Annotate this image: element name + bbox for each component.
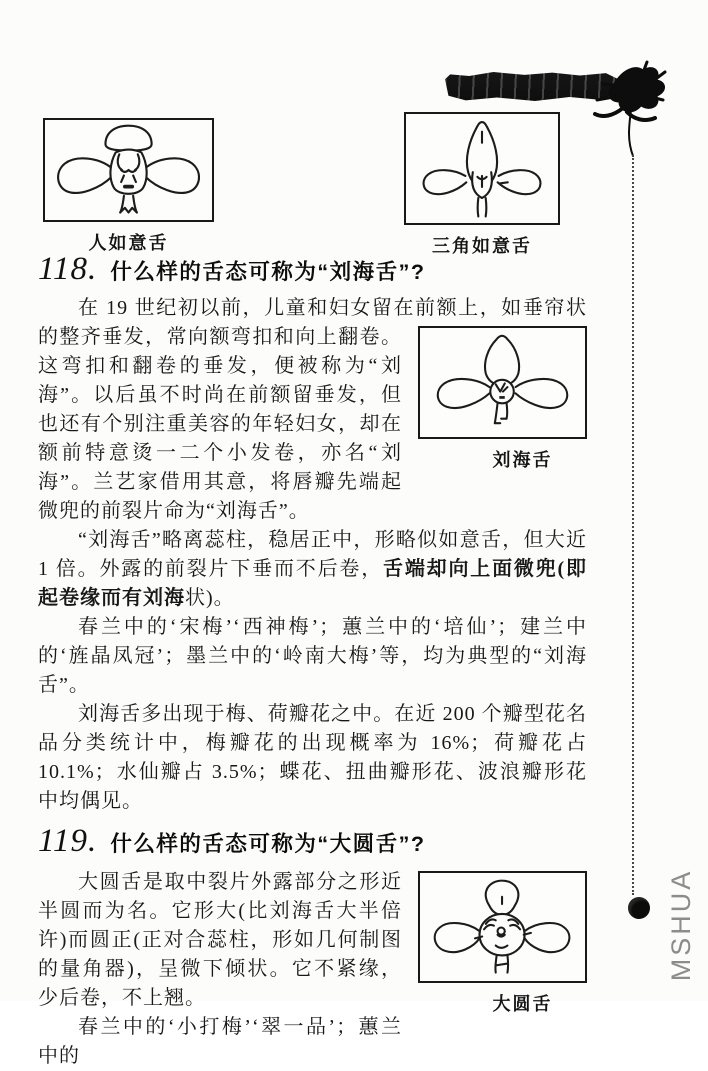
section-number: 118. [38, 251, 98, 287]
orchid-lip-drawing [424, 332, 581, 434]
paragraph-118-3: 春兰中的‘宋梅’‘西神梅’；蕙兰中的‘培仙’；建兰中的‘旌晶凤冠’；墨兰中的‘岭南大梅’等，均为典型的“刘海舌”。 [38, 616, 587, 696]
paragraph-119-2: 春兰中的‘小打梅’‘翠一品’；蕙兰中的 [38, 1016, 402, 1067]
paragraph-119-1 [38, 868, 587, 1013]
figure-caption: 人如意舌 [88, 233, 169, 253]
orchid-lip-drawing [424, 877, 581, 978]
section-number: 119. [38, 823, 98, 859]
figure-caption: 刘海舌 [492, 450, 553, 470]
figure-sanjiao-ruyi-she [404, 112, 560, 258]
orchid-lip-drawing [409, 117, 555, 221]
paragraph-text: 在 19 世纪初以前，儿童和妇女留在前额上，如垂帘状的整齐垂 [38, 297, 587, 348]
paragraph-text: 大圆舌是取中裂片外露部分之形近半圆而为名。它形大(比刘海舌大半倍许)而圆正(正对合蕊柱，形如几何制图的量角器)，呈微下倾状。它不紧缘，少后卷，不上翘。 [38, 871, 402, 1009]
paragraph-text: 发，常向额弯扣和向上翻卷。这弯扣和翻卷的垂发，便被称为“刘海”。以后虽不时尚在前额留垂发，但也还有个别注重美容的年轻妇女，却在额前特意烫一二个小发卷，亦名“刘海”。兰艺家借用其意，将唇瓣先端起微兜的前裂片命为“刘海舌”。 [38, 326, 402, 522]
orchid-sprig-icon [583, 56, 668, 161]
text-column [38, 252, 587, 1071]
watermark [666, 860, 696, 990]
page-number-dot [628, 897, 650, 919]
paragraph-118-2 [38, 526, 587, 613]
paragraph-118-4: 刘海舌多出现于梅、荷瓣花之中。在近 200 个瓣型花名品分类统计中，梅瓣花的出现概率为 16%；荷瓣花占 10.1%；水仙瓣占 3.5%；蝶花、扭曲瓣形花、波浪瓣形花中均偶见。 [38, 703, 587, 812]
figure-frame [43, 118, 214, 222]
figure-frame [418, 871, 587, 983]
emphasized-text: 舌端却向上面微兜(即起卷缘而有刘海 [38, 558, 587, 609]
figure-caption: 三角如意舌 [432, 236, 532, 256]
figure-caption: 大圆舌 [492, 994, 553, 1014]
paragraph-text: 状)。 [185, 587, 235, 609]
figure-ren-ruyi-she [43, 118, 214, 255]
section-118-heading [38, 252, 587, 287]
section-title: 什么样的舌态可称为“刘海舌”? [110, 260, 426, 284]
figure-frame [418, 326, 587, 439]
watermark-text: MSHUA [665, 868, 696, 982]
paragraph-118-1 [38, 294, 587, 526]
figure-dayuan-she [418, 871, 587, 1019]
section-title: 什么样的舌态可称为“大圆舌”? [110, 832, 426, 856]
paragraph-text: “刘海舌”略离蕊柱，稳居正中，形略似如意舌，但大近 1 倍。外露的前裂片下垂而不后卷， [38, 529, 587, 580]
dotted-rule [632, 155, 634, 895]
orchid-lip-drawing [49, 122, 209, 218]
figure-liuhai-she [418, 326, 587, 475]
figure-frame [404, 112, 560, 225]
section-119-heading [38, 824, 587, 859]
